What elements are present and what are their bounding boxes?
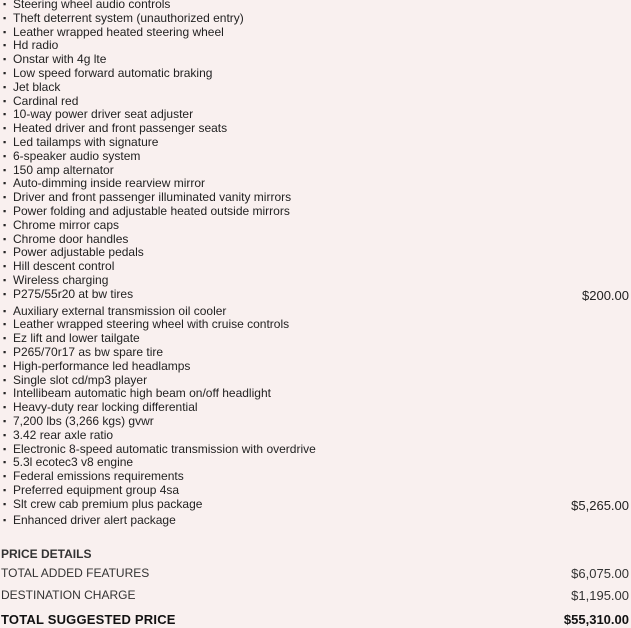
feature-item	[0, 39, 631, 53]
feature-item	[0, 346, 631, 360]
feature-item	[0, 360, 631, 374]
feature-item	[0, 219, 631, 233]
feature-label: 10-way power driver seat adjuster	[13, 107, 194, 122]
feature-item	[0, 470, 631, 484]
bullet-icon: ▪	[3, 515, 7, 526]
feature-label: Chrome mirror caps	[13, 217, 120, 232]
feature-item	[0, 484, 631, 498]
feature-item	[0, 122, 631, 136]
feature-label: Intellibeam automatic high beam on/off headlight	[13, 386, 271, 401]
feature-item	[0, 233, 631, 247]
bullet-icon: ▪	[3, 443, 7, 454]
bullet-icon: ▪	[3, 40, 7, 51]
feature-item	[0, 26, 631, 40]
feature-label: Driver and front passenger illuminated vanity mirrors	[13, 190, 292, 205]
destination-charge-label: DESTINATION CHARGE	[1, 588, 136, 602]
feature-item	[0, 387, 631, 401]
bullet-icon: ▪	[3, 415, 7, 426]
feature-label: High-performance led headlamps	[13, 358, 191, 373]
bullet-icon: ▪	[3, 374, 7, 385]
feature-item	[0, 191, 631, 205]
bullet-icon: ▪	[3, 471, 7, 482]
bullet-icon: ▪	[3, 274, 7, 285]
bullet-icon: ▪	[3, 457, 7, 468]
bullet-icon: ▪	[3, 26, 7, 37]
feature-label: 6-speaker audio system	[13, 148, 141, 163]
bullet-icon: ▪	[3, 192, 7, 203]
feature-item	[0, 318, 631, 332]
feature-label: Hd radio	[13, 38, 59, 53]
bullet-icon: ▪	[3, 205, 7, 216]
feature-label: Hill descent control	[13, 259, 115, 274]
feature-label: Cardinal red	[13, 93, 79, 108]
feature-item	[0, 81, 631, 95]
bullet-icon: ▪	[3, 319, 7, 330]
feature-label: 3.42 rear axle ratio	[13, 427, 114, 442]
bullet-icon: ▪	[3, 219, 7, 230]
bullet-icon: ▪	[3, 123, 7, 134]
bullet-icon: ▪	[3, 12, 7, 23]
feature-label: Auto-dimming inside rearview mirror	[13, 176, 206, 191]
destination-charge-value: $1,195.00	[571, 588, 629, 603]
feature-label: Onstar with 4g lte	[13, 52, 107, 67]
feature-item	[0, 456, 631, 470]
feature-item	[0, 514, 631, 528]
feature-label: Preferred equipment group 4sa	[13, 482, 180, 497]
feature-item	[0, 305, 631, 319]
feature-label: Low speed forward automatic braking	[13, 65, 213, 80]
feature-label: Heated driver and front passenger seats	[13, 121, 228, 136]
feature-label: Wireless charging	[13, 272, 109, 287]
bullet-icon: ▪	[3, 305, 7, 316]
bullet-icon: ▪	[3, 164, 7, 175]
feature-label: Power adjustable pedals	[13, 245, 144, 260]
feature-label: Electronic 8-speed automatic transmission with overdrive	[13, 441, 316, 456]
feature-label: Theft deterrent system (unauthorized entry)	[13, 10, 244, 25]
feature-item	[0, 150, 631, 164]
feature-item	[0, 205, 631, 219]
feature-label: Chrome door handles	[13, 231, 129, 246]
feature-item	[0, 288, 631, 302]
feature-label: Power folding and adjustable heated outside mirrors	[13, 203, 290, 218]
feature-item	[0, 246, 631, 260]
bullet-icon: ▪	[3, 484, 7, 495]
feature-item	[0, 260, 631, 274]
price-details-title: PRICE DETAILS	[1, 547, 92, 561]
bullet-icon: ▪	[3, 109, 7, 120]
feature-label: Ez lift and lower tailgate	[13, 331, 140, 346]
feature-item	[0, 274, 631, 288]
bullet-icon: ▪	[3, 0, 7, 9]
feature-item	[0, 443, 631, 457]
bullet-icon: ▪	[3, 346, 7, 357]
feature-label: P275/55r20 at bw tires	[13, 286, 134, 301]
feature-label: Heavy-duty rear locking differential	[13, 400, 198, 415]
bullet-icon: ▪	[3, 81, 7, 92]
total-suggested-price-value: $55,310.00	[563, 612, 629, 627]
bullet-icon: ▪	[3, 402, 7, 413]
bullet-icon: ▪	[3, 261, 7, 272]
feature-label: Jet black	[13, 79, 61, 94]
feature-item	[0, 164, 631, 178]
feature-price: $200.00	[582, 287, 629, 303]
feature-label: Slt crew cab premium plus package	[13, 496, 203, 511]
feature-label: Federal emissions requirements	[13, 469, 184, 484]
feature-label: Leather wrapped steering wheel with cruise controls	[13, 317, 290, 332]
feature-item	[0, 332, 631, 346]
feature-label: Auxiliary external transmission oil cooler	[13, 303, 227, 318]
feature-label: Single slot cd/mp3 player	[13, 372, 148, 387]
feature-item	[0, 374, 631, 388]
bullet-icon: ▪	[3, 178, 7, 189]
feature-label: P265/70r17 as bw spare tire	[13, 344, 164, 359]
feature-item	[0, 136, 631, 150]
total-suggested-price-label: TOTAL SUGGESTED PRICE	[1, 612, 176, 627]
feature-item	[0, 95, 631, 109]
feature-item	[0, 498, 631, 512]
feature-label: Enhanced driver alert package	[13, 513, 176, 528]
feature-item	[0, 12, 631, 26]
bullet-icon: ▪	[3, 429, 7, 440]
feature-price: $5,265.00	[571, 497, 629, 513]
feature-label: 150 amp alternator	[13, 162, 114, 177]
feature-item	[0, 67, 631, 81]
bullet-icon: ▪	[3, 288, 7, 299]
feature-label: 7,200 lbs (3,266 kgs) gvwr	[13, 413, 154, 428]
total-added-features-value: $6,075.00	[571, 566, 629, 581]
bullet-icon: ▪	[3, 247, 7, 258]
bullet-icon: ▪	[3, 360, 7, 371]
feature-item	[0, 401, 631, 415]
bullet-icon: ▪	[3, 498, 7, 509]
bullet-icon: ▪	[3, 67, 7, 78]
bullet-icon: ▪	[3, 54, 7, 65]
bullet-icon: ▪	[3, 95, 7, 106]
feature-label: 5.3l ecotec3 v8 engine	[13, 455, 134, 470]
total-added-features-label: TOTAL ADDED FEATURES	[1, 566, 150, 580]
bullet-icon: ▪	[3, 136, 7, 147]
feature-item	[0, 429, 631, 443]
feature-label: Steering wheel audio controls	[13, 0, 171, 11]
feature-item	[0, 108, 631, 122]
feature-item	[0, 177, 631, 191]
feature-label: Leather wrapped heated steering wheel	[13, 24, 224, 39]
bullet-icon: ▪	[3, 388, 7, 399]
feature-item	[0, 53, 631, 67]
feature-item	[0, 415, 631, 429]
bullet-icon: ▪	[3, 333, 7, 344]
feature-label: Led tailamps with signature	[13, 134, 159, 149]
bullet-icon: ▪	[3, 150, 7, 161]
bullet-icon: ▪	[3, 233, 7, 244]
